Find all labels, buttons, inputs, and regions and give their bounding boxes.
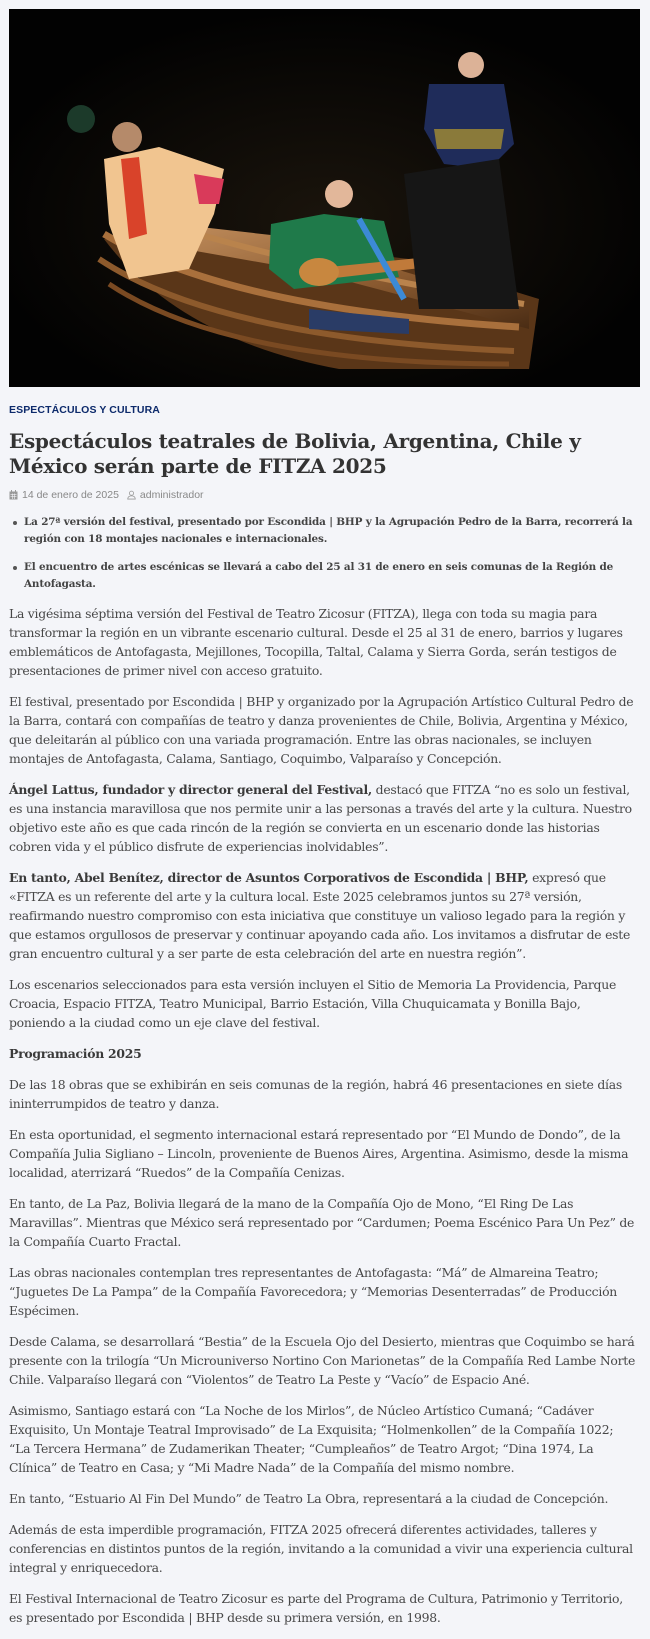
paragraph-quote-lattus — [9, 780, 640, 856]
paragraph: Asimismo, Santiago estará con “La Noche de los Mirlos”, de Núcleo Artístico Cumaná; “Cadáver Exquisito, Un Montaje Teatral Improvisado” de La Exquisita; “Holmenkollen” de la Compañía 1022; “La Tercera Hermana” de Zudamerikan Theater; “Cumpleaños” de Teatro Argot; “Dina 1974, La Clínica” de Teatro en Casa; y “Mi Madre Nada” de la Compañía del mismo nombre. — [9, 1403, 614, 1475]
paragraph: De las 18 obras que se exhibirán en seis comunas de la región, habrá 46 presentaciones en siete días ininterrumpidos de teatro y danza. — [9, 1077, 622, 1111]
category-link[interactable]: ESPECTÁCULOS Y CULTURA — [9, 404, 160, 416]
paragraph-quote-benitez — [9, 868, 640, 963]
date-text: 14 de enero de 2025 — [22, 489, 119, 501]
quote-text: expresó que «FITZA es un referente del arte y la cultura local. Este 2025 celebramos juntos su 27ª versión, reafirmando nuestro compromiso con esta iniciativa que constituye un valioso legado para la región y que estamos orgullosos de preservar y continuar apoyando cada año. Los invitamos a disfrutar de este gran encuentro cultural y a ser parte de esta celebración del arte en nuestra región”. — [9, 870, 631, 961]
paragraph: El Festival Internacional de Teatro Zicosur es parte del Programa de Cultura, Patrimonio y Territorio, es presentado por Escondida | BHP desde su primera versión, en 1998. — [9, 1591, 623, 1625]
article-meta — [9, 489, 640, 501]
speaker-name: En tanto, Abel Benítez, director de Asuntos Corporativos de Escondida | BHP, — [9, 870, 529, 885]
quote-text: destacó que FITZA “no es solo un festival, es una instancia maravillosa que nos permite unir a las personas a través del arte y la cultura. Nuestro objetivo este año es que cada rincón de la región se convierta en un escenario donde las historias cobren vida y el público disfrute de experiencias inolvidables”. — [9, 782, 632, 854]
article-highlights — [9, 514, 640, 593]
highlight-item: El encuentro de artes escénicas se llevará a cabo del 25 al 31 de enero en seis comunas de la Región de Antofagasta. — [24, 559, 634, 593]
user-icon — [127, 490, 136, 500]
paragraph: En esta oportunidad, el segmento internacional estará representado por “El Mundo de Dondo”, de la Compañía Julia Sigliano – Lincoln, proveniente de Buenos Aires, Argentina. Asimismo, desde la misma localidad, aterrizará “Ruedos” de la Compañía Cenizas. — [9, 1127, 629, 1180]
highlight-item: La 27ª versión del festival, presentado por Escondida | BHP y la Agrupación Pedro de la Barra, recorrerá la región con 18 montajes nacionales e internacionales. — [24, 514, 634, 548]
paragraph: Los escenarios seleccionados para esta versión incluyen el Sitio de Memoria La Providencia, Parque Croacia, Espacio FITZA, Teatro Municipal, Barrio Estación, Villa Chuquicamata y Bonilla Bajo, poniendo a la ciudad como un eje clave del festival. — [9, 977, 617, 1030]
section-heading: Programación 2025 — [9, 1046, 142, 1061]
theater-stage-photo — [9, 9, 640, 387]
paragraph: En tanto, “Estuario Al Fin Del Mundo” de Teatro La Obra, representará a la ciudad de Concepción. — [9, 1491, 609, 1506]
publish-date — [9, 489, 119, 501]
paragraph: El festival, presentado por Escondida | BHP y organizado por la Agrupación Artístico Cultural Pedro de la Barra, contará con compañías de teatro y danza provenientes de Chile, Bolivia, Argentina y México, que deleitarán al público con una variada programación. Entre las obras nacionales, se incluyen montajes de Antofagasta, Calama, Santiago, Coquimbo, Valparaíso y Concepción. — [9, 694, 634, 766]
calendar-icon — [9, 490, 18, 500]
article-body — [9, 604, 640, 1627]
author-link[interactable] — [127, 489, 204, 501]
paragraph: La vigésima séptima versión del Festival de Teatro Zicosur (FITZA), llega con toda su magia para transformar la región en un vibrante escenario cultural. Desde el 25 al 31 de enero, barrios y lugares emblemáticos de Antofagasta, Mejillones, Tocopilla, Taltal, Calama y Sierra Gorda, serán testigos de presentaciones de primer nivel con acceso gratuito. — [9, 606, 623, 678]
paragraph: En tanto, de La Paz, Bolivia llegará de la mano de la Compañía Ojo de Mono, “El Ring De Las Maravillas”. Mientras que México será representado por “Cardumen; Poema Escénico Para Un Pez” de la Compañía Cuarto Fractal. — [9, 1196, 635, 1249]
paragraph: Además de esta imperdible programación, FITZA 2025 ofrecerá diferentes actividades, talleres y conferencias en distintos puntos de la región, invitando a la comunidad a vivir una experiencia cultural integral y enriquecedora. — [9, 1522, 633, 1575]
paragraph: Las obras nacionales contemplan tres representantes de Antofagasta: “Má” de Almareina Teatro; “Juguetes De La Pampa” de la Compañía Favorecedora; y “Memorias Desenterradas” de Producción Espécimen. — [9, 1265, 618, 1318]
article-title: Espectáculos teatrales de Bolivia, Argentina, Chile y México serán parte de FITZA 2025 — [9, 429, 581, 478]
hero-image — [9, 9, 640, 387]
speaker-name: Ángel Lattus, fundador y director general del Festival, — [9, 782, 372, 797]
author-name: administrador — [139, 489, 204, 501]
paragraph: Desde Calama, se desarrollará “Bestia” de la Escuela Ojo del Desierto, mientras que Coquimbo se hará presente con la trilogía “Un Microuniverso Nortino Con Marionetas” de la Compañía Red Lambe Norte Chile. Valparaíso llegará con “Violentos” de Teatro La Peste y “Vacío” de Espacio Ané. — [9, 1334, 636, 1387]
